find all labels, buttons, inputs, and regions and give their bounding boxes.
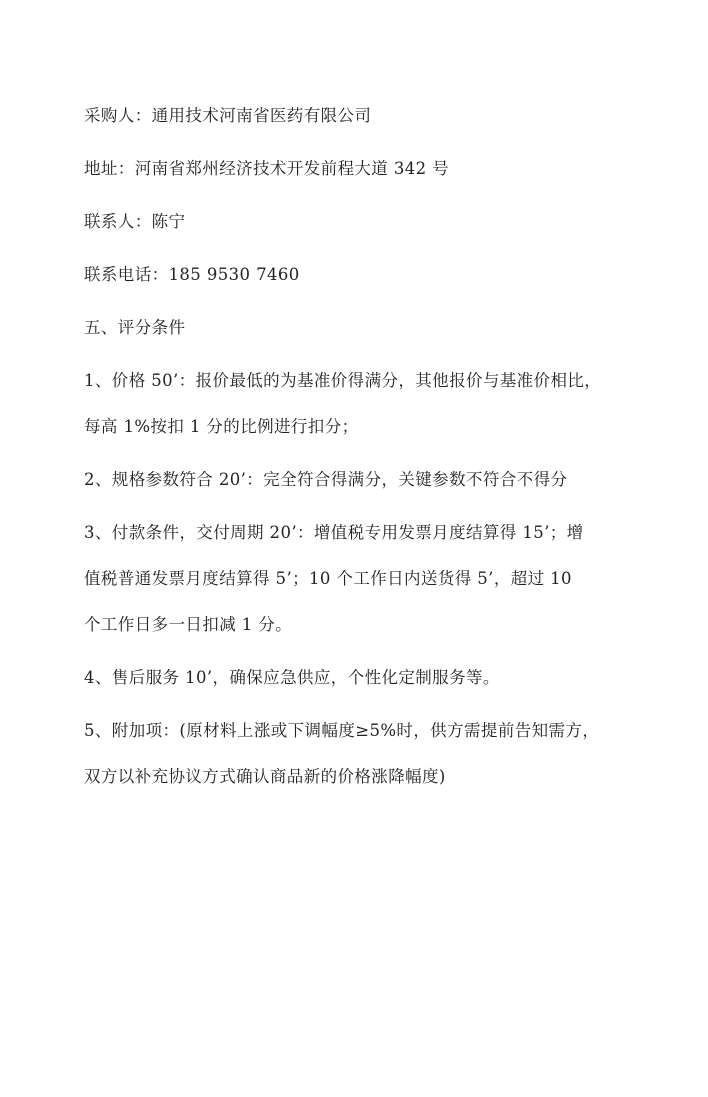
- criterion-line: 值税普通发票月度结算得 5’；10 个工作日内送货得 5’，超过 10: [84, 569, 572, 588]
- contact-line: 联系人：陈宁: [84, 212, 186, 231]
- criterion-3: [84, 519, 644, 639]
- phone-line: 联系电话：185 9530 7460: [84, 265, 300, 284]
- criterion-5: [84, 717, 644, 791]
- criterion-line: 3、付款条件，交付周期 20’：增值税专用发票月度结算得 15’；增: [84, 523, 584, 542]
- criterion-line: 1、价格 50’：报价最低的为基准价得满分，其他报价与基准价相比，: [84, 371, 602, 390]
- criterion-line: 2、规格参数符合 20’：完全符合得满分，关键参数不符合不得分: [84, 470, 568, 489]
- criterion-2: [84, 466, 644, 494]
- criterion-line: 4、售后服务 10’，确保应急供应，个性化定制服务等。: [84, 668, 500, 687]
- address-line: 地址：河南省郑州经济技术开发前程大道 342 号: [84, 159, 450, 178]
- section-heading: 五、评分条件: [84, 318, 186, 337]
- criterion-1: [84, 367, 644, 441]
- purchaser-line: 采购人：通用技术河南省医药有限公司: [84, 106, 372, 125]
- criterion-line: 5、附加项：(原材料上涨或下调幅度≥5%时，供方需提前告知需方，: [84, 721, 600, 740]
- criterion-line: 个工作日多一日扣减 1 分。: [84, 615, 293, 634]
- criterion-4: [84, 664, 644, 692]
- criterion-line: 每高 1%按扣 1 分的比例进行扣分；: [84, 417, 359, 436]
- document-body: [84, 102, 644, 791]
- criterion-line: 双方以补充协议方式确认商品新的价格涨降幅度): [84, 767, 446, 786]
